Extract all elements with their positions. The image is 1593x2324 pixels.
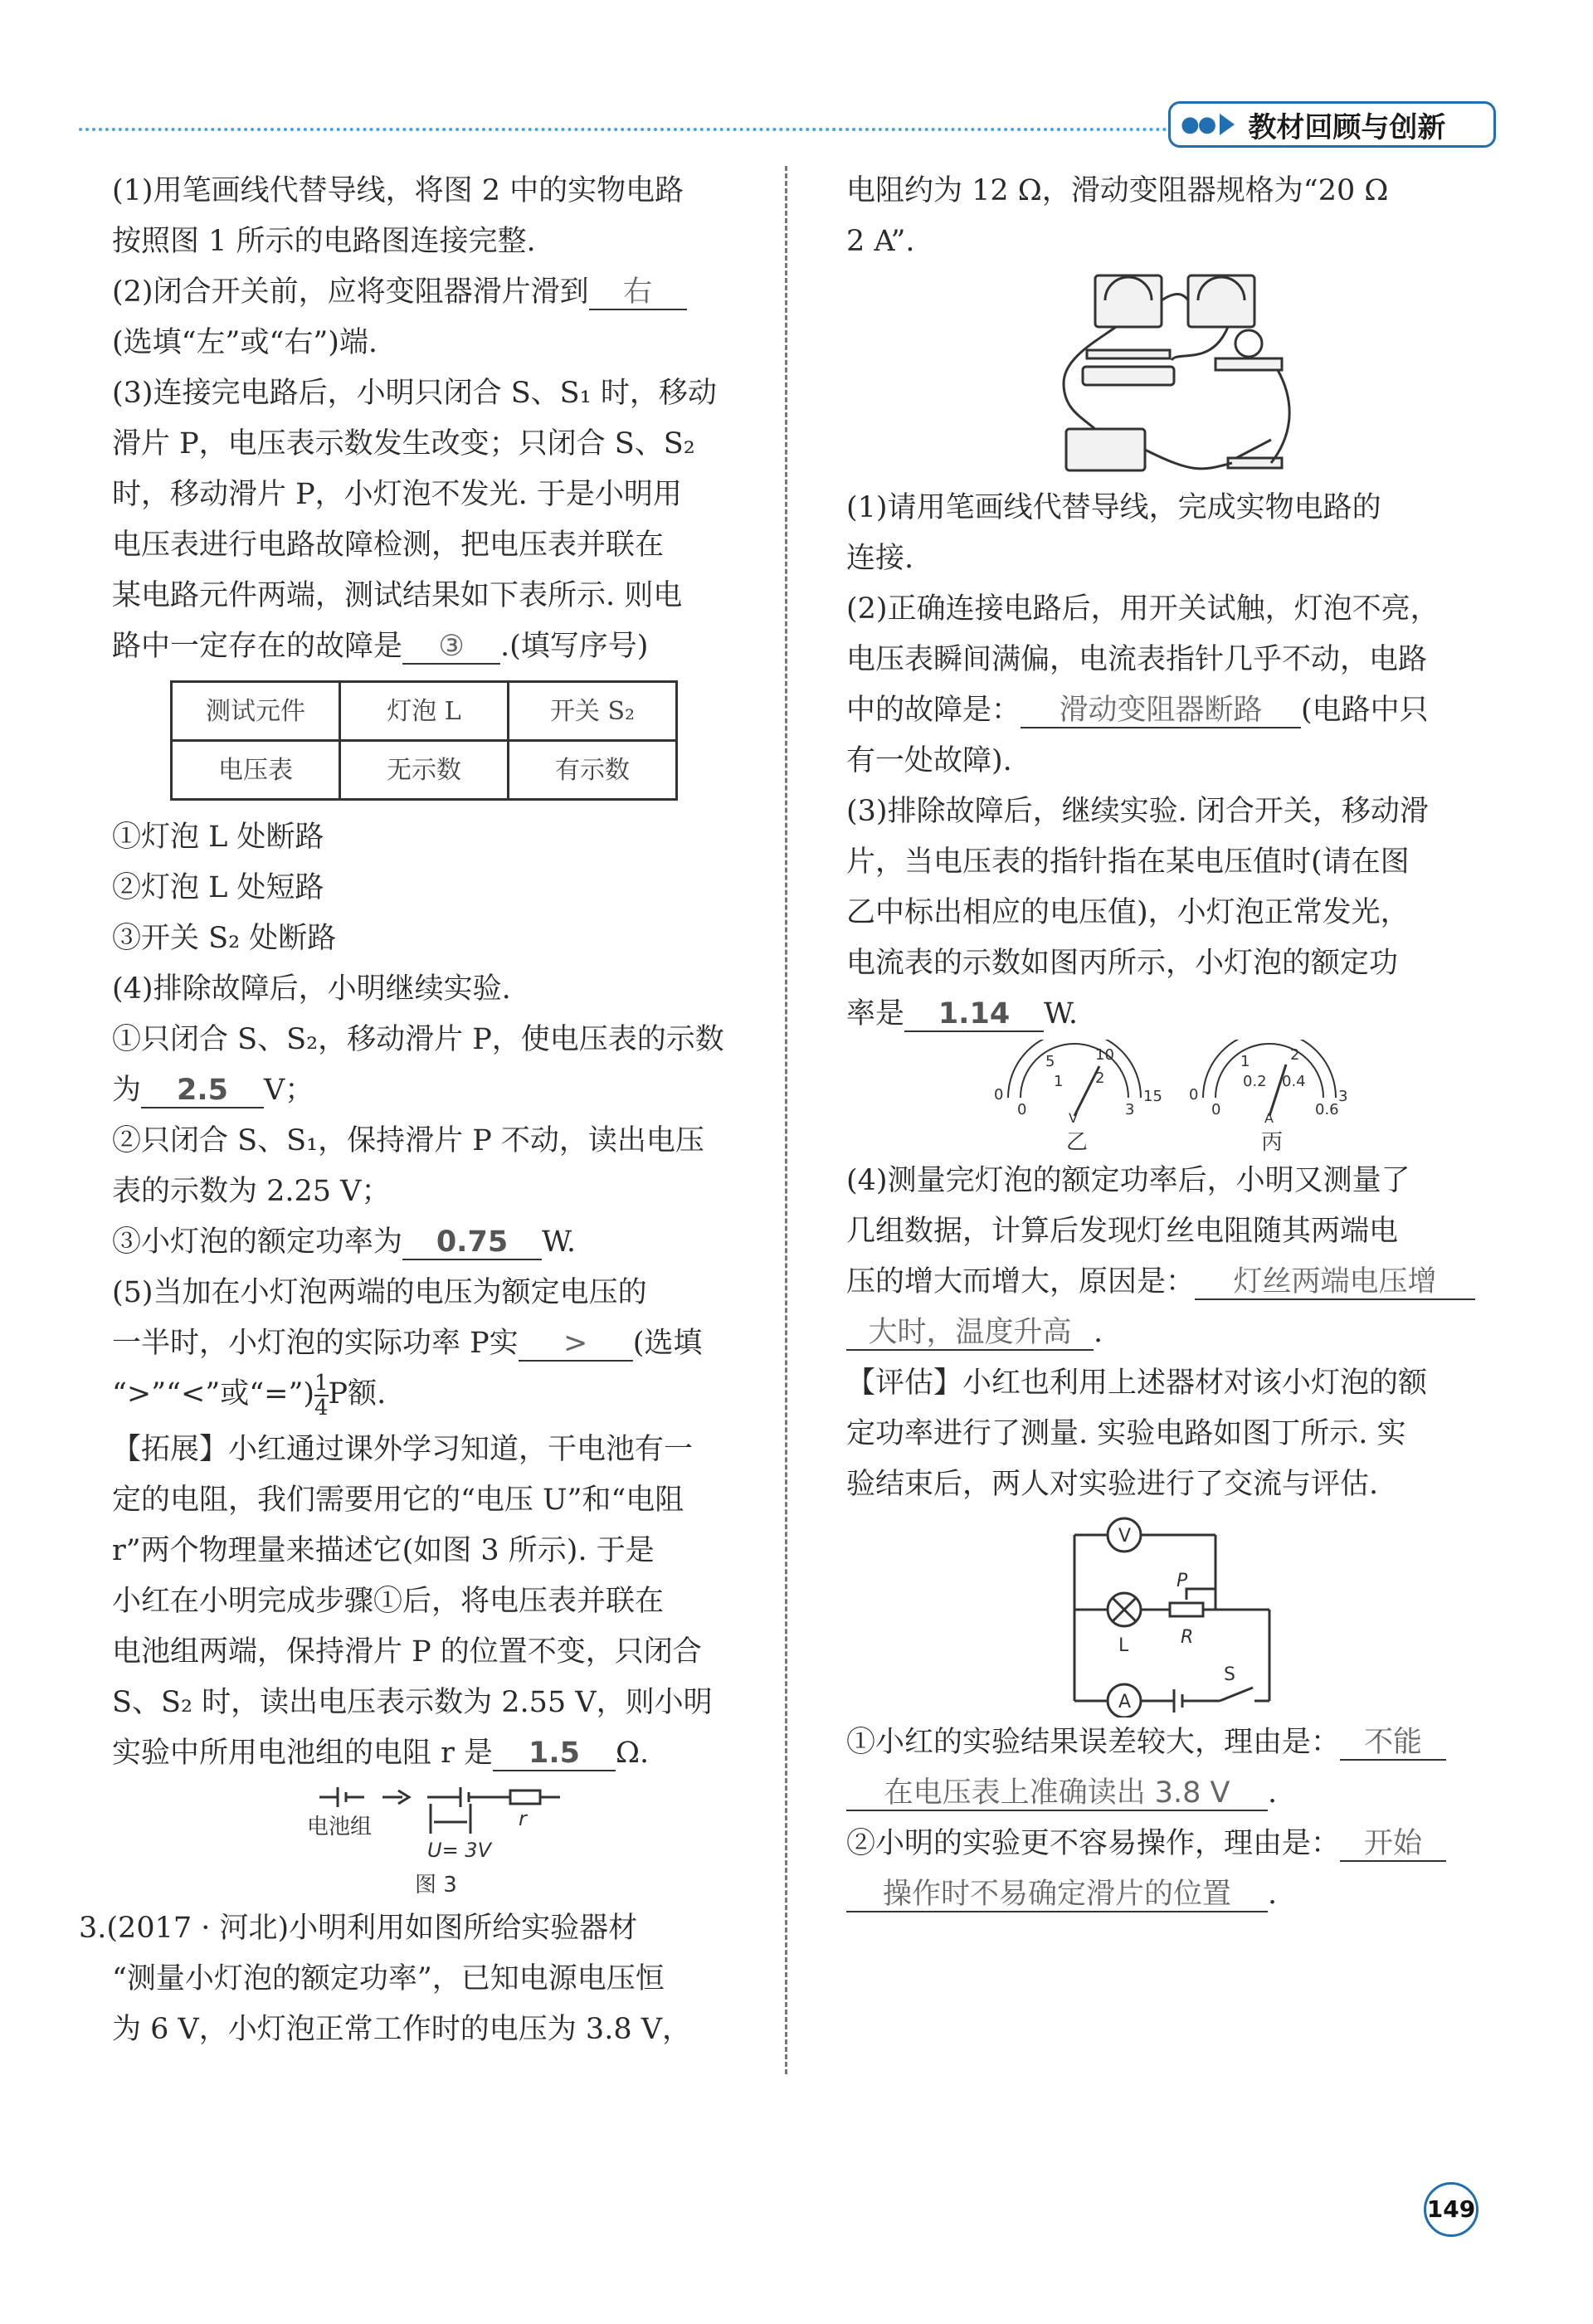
power-answer-line (846, 989, 1502, 1040)
text-span: 一半时，小灯泡的实际功率 P实 (112, 1327, 519, 1360)
text-span: (电路中只 (1301, 694, 1429, 727)
text-span: W. (542, 1225, 576, 1259)
text-span: . (1268, 1776, 1278, 1810)
meter-v-bottom-tick: 3 (1125, 1101, 1135, 1118)
answer-blank: 开始 (1340, 1827, 1446, 1862)
question-3-stem: 3.(2017 · 河北)小明利用如图所给实验器材 (79, 1912, 638, 1945)
fraction-denominator: 4 (314, 1395, 329, 1420)
dots-icon: ●● (1181, 112, 1215, 137)
answer-blank: > (519, 1327, 633, 1362)
text-line: 电流表的示数如图丙所示，小灯泡的额定功 (846, 947, 1399, 980)
text-line: 为 6 V，小灯泡正常工作时的电压为 3.8 V， (112, 2013, 691, 2046)
text-span: 为 (112, 1074, 142, 1107)
column-divider (785, 166, 787, 2074)
text-line: 某电路元件两端，测试结果如下表所示. 则电 (112, 579, 683, 612)
ding-switch-label: S (1224, 1664, 1235, 1685)
text-span: W. (1044, 997, 1078, 1030)
meter-a-top-tick: 1 (1240, 1053, 1250, 1070)
text-line: 【评估】小红也利用上述器材对该小灯泡的额 (846, 1367, 1428, 1400)
question-4-line (112, 1065, 759, 1116)
figure-3 (112, 1779, 759, 1903)
text-span: ②小明的实验更不容易操作，理由是： (846, 1827, 1341, 1860)
text-line: 滑片 P，电压表示数发生改变；只闭合 S、S₂ (112, 427, 695, 460)
meter-v-bottom-tick: 0 (1017, 1101, 1027, 1118)
ding-ammeter-label: A (1118, 1692, 1132, 1713)
meter-a-top-tick: 0 (1189, 1086, 1199, 1104)
text-line: 几组数据，计算后发现灯丝电阻随其两端电 (846, 1215, 1399, 1248)
answer-blank: 右 (589, 275, 687, 310)
question-5-options-line (112, 1369, 759, 1420)
answer-blank: 不能 (1340, 1726, 1446, 1761)
question-3-answer-line (112, 621, 759, 672)
table-cell: 灯泡 L (340, 682, 509, 741)
text-line: 电压表瞬间满偏，电流表指针几乎不动，电路 (846, 643, 1428, 676)
answer-blank: ③ (402, 630, 500, 665)
answer-blank: 1.14 (904, 997, 1044, 1032)
text-span: P额. (328, 1377, 387, 1410)
header-dotted-rule (79, 128, 1167, 131)
question-4-power-line (112, 1217, 759, 1268)
question-2-line (112, 267, 759, 318)
meter-a-unit: A (1264, 1110, 1274, 1126)
text-line: 电压表进行电路故障检测，把电压表并联在 (112, 529, 665, 562)
text-line: ②只闭合 S、S₁，保持滑片 P 不动，读出电压 (112, 1124, 704, 1157)
text-line: S、S₂ 时，读出电压表示数为 2.55 V，则小明 (112, 1686, 713, 1719)
table-cell: 测试元件 (172, 682, 340, 741)
text-span: 路中一定存在的故障是 (112, 630, 403, 663)
arrow-icon (1220, 114, 1235, 135)
text-line: 时，移动滑片 P，小灯泡不发光. 于是小明用 (112, 478, 682, 511)
meter-v-top-tick: 10 (1095, 1046, 1114, 1064)
text-line: r”两个物理量来描述它(如图 3 所示). 于是 (112, 1534, 655, 1567)
extension-answer-line (112, 1728, 759, 1779)
text-line: (选填“左”或“右”)端. (112, 326, 378, 359)
text-line: (1)用笔画线代替导线，将图 2 中的实物电路 (112, 174, 684, 207)
answer-blank: 大时，温度升高 (846, 1316, 1094, 1351)
text-line: (3)排除故障后，继续实验. 闭合开关，移动滑 (846, 795, 1429, 828)
evaluation-2-line (846, 1819, 1502, 1869)
ding-lamp-label: L (1118, 1635, 1129, 1656)
evaluation-2-line-2 (846, 1869, 1502, 1920)
table-header-row (172, 682, 677, 741)
text-span: (2)闭合开关前，应将变阻器滑片滑到 (112, 275, 589, 309)
evaluation-1-line (846, 1717, 1502, 1768)
ding-slider-label: P (1176, 1571, 1188, 1591)
text-span: 实验中所用电池组的电阻 r 是 (112, 1737, 493, 1770)
reason-answer-line (846, 1257, 1502, 1308)
text-line: 表的示数为 2.25 V； (112, 1175, 391, 1208)
answer-blank: 2.5 (141, 1074, 264, 1108)
text-line: 【拓展】小红通过课外学习知道，干电池有一 (112, 1433, 694, 1466)
text-span: . (1094, 1316, 1103, 1349)
meter-a-top-tick: 2 (1290, 1046, 1300, 1064)
apparatus-figure (846, 267, 1502, 483)
section-title: 教材回顾与创新 (1248, 110, 1446, 144)
answer-blank: 0.75 (402, 1225, 542, 1260)
meters-drawing (846, 1040, 1502, 1156)
text-span: 压的增大而增大，原因是： (846, 1265, 1196, 1298)
text-line: 2 A”. (846, 225, 915, 258)
page-number: 149 (1424, 2182, 1479, 2237)
text-span: ③小灯泡的额定功率为 (112, 1225, 403, 1259)
text-span: ①小红的实验结果误差较大，理由是： (846, 1726, 1341, 1759)
meter-v-top-tick: 15 (1143, 1088, 1162, 1105)
right-column (846, 166, 1502, 1920)
meter-v-bottom-tick: 1 (1054, 1073, 1064, 1090)
text-line: “测量小灯泡的额定功率”，已知电源电压恒 (112, 1962, 665, 1995)
text-line: 电阻约为 12 Ω，滑动变阻器规格为“20 Ω (846, 174, 1389, 207)
ding-resistor-label: R (1181, 1627, 1194, 1648)
text-span: 率是 (846, 997, 905, 1030)
text-span: Ω. (615, 1737, 650, 1770)
text-line: (4)测量完灯泡的额定功率后，小明又测量了 (846, 1164, 1410, 1197)
meter-a-top-tick: 3 (1338, 1088, 1348, 1105)
table-cell: 有示数 (509, 741, 677, 800)
text-line: (3)连接完电路后，小明只闭合 S、S₁ 时，移动 (112, 377, 717, 410)
option-line: ①灯泡 L 处断路 (112, 821, 324, 854)
meter-a-caption: 丙 (1261, 1130, 1284, 1155)
text-line: 有一处故障). (846, 744, 1012, 777)
fraction (314, 1372, 329, 1420)
meter-v-unit: V (1069, 1110, 1078, 1126)
battery-diagram (112, 1779, 759, 1903)
reason-answer-line-2 (846, 1308, 1502, 1358)
table-cell: 无示数 (340, 741, 509, 800)
section-header-badge (1168, 101, 1496, 148)
fraction-numerator: 1 (314, 1370, 329, 1396)
text-span: “>”“<”或“=”) (112, 1377, 314, 1410)
text-line: 定功率进行了测量. 实验电路如图丁所示. 实 (846, 1417, 1406, 1450)
left-column (79, 166, 759, 2055)
text-line: 验结束后，两人对实验进行了交流与评估. (846, 1468, 1379, 1501)
ding-voltmeter-label: V (1118, 1526, 1132, 1547)
fig3-voltage-label: U= 3V (427, 1839, 491, 1862)
answer-blank: 1.5 (493, 1737, 616, 1771)
meter-v-caption: 乙 (1066, 1130, 1089, 1155)
answer-blank: 滑动变阻器断路 (1021, 694, 1301, 728)
fig3-resistance-label: r (519, 1807, 527, 1830)
meter-a-bottom-tick: 0 (1211, 1101, 1221, 1118)
circuit-ding-drawing (846, 1510, 1502, 1717)
text-span: . (1268, 1878, 1278, 1911)
evaluation-1-line-2 (846, 1768, 1502, 1819)
text-span: V； (264, 1074, 314, 1107)
text-line: (5)当加在小灯泡两端的电压为额定电压的 (112, 1276, 647, 1309)
fault-test-table (170, 680, 678, 801)
text-line: (4)排除故障后，小明继续实验. (112, 972, 511, 1006)
text-span: .(填写序号) (500, 630, 649, 663)
answer-blank: 灯丝两端电压增 (1195, 1265, 1475, 1300)
meter-v-top-tick: 5 (1045, 1053, 1055, 1070)
text-span: 中的故障是： (846, 694, 1021, 727)
fig3-battery-label: 电池组 (307, 1815, 373, 1839)
option-line: ②灯泡 L 处短路 (112, 871, 324, 904)
fault-answer-line (846, 685, 1502, 736)
meter-a-bottom-tick: 0.2 (1243, 1073, 1267, 1090)
fig3-caption: 图 3 (415, 1873, 457, 1898)
table-row (172, 741, 677, 800)
table-cell: 电压表 (172, 741, 340, 800)
text-line: 连接. (846, 542, 914, 575)
option-line: ③开关 S₂ 处断路 (112, 922, 337, 955)
apparatus-drawing (846, 267, 1502, 483)
text-line: 小红在小明完成步骤①后，将电压表并联在 (112, 1585, 665, 1618)
text-line: 定的电阻，我们需要用它的“电压 U”和“电阻 (112, 1484, 684, 1517)
text-line: 电池组两端，保持滑片 P 的位置不变，只闭合 (112, 1635, 702, 1669)
text-line: (2)正确连接电路后，用开关试触，灯泡不亮， (846, 592, 1440, 626)
meters-figure (846, 1040, 1502, 1156)
meter-v-bottom-tick: 2 (1095, 1069, 1105, 1087)
answer-blank: 操作时不易确定滑片的位置 (846, 1878, 1268, 1912)
meter-v-top-tick: 0 (994, 1086, 1004, 1104)
text-line: 按照图 1 所示的电路图连接完整. (112, 225, 536, 258)
circuit-ding-figure (846, 1510, 1502, 1717)
text-line: (1)请用笔画线代替导线，完成实物电路的 (846, 491, 1381, 524)
table-cell: 开关 S₂ (509, 682, 677, 741)
question-5-line (112, 1318, 759, 1369)
text-span: (选填 (632, 1327, 703, 1360)
meter-a-bottom-tick: 0.4 (1282, 1073, 1306, 1090)
meter-a-bottom-tick: 0.6 (1315, 1101, 1339, 1118)
text-line: ①只闭合 S、S₂，移动滑片 P，使电压表的示数 (112, 1023, 724, 1056)
text-line: 乙中标出相应的电压值)，小灯泡正常发光， (846, 896, 1410, 929)
answer-blank: 在电压表上准确读出 3.8 V (846, 1776, 1268, 1811)
text-line: 片，当电压表的指针指在某电压值时(请在图 (846, 845, 1410, 879)
